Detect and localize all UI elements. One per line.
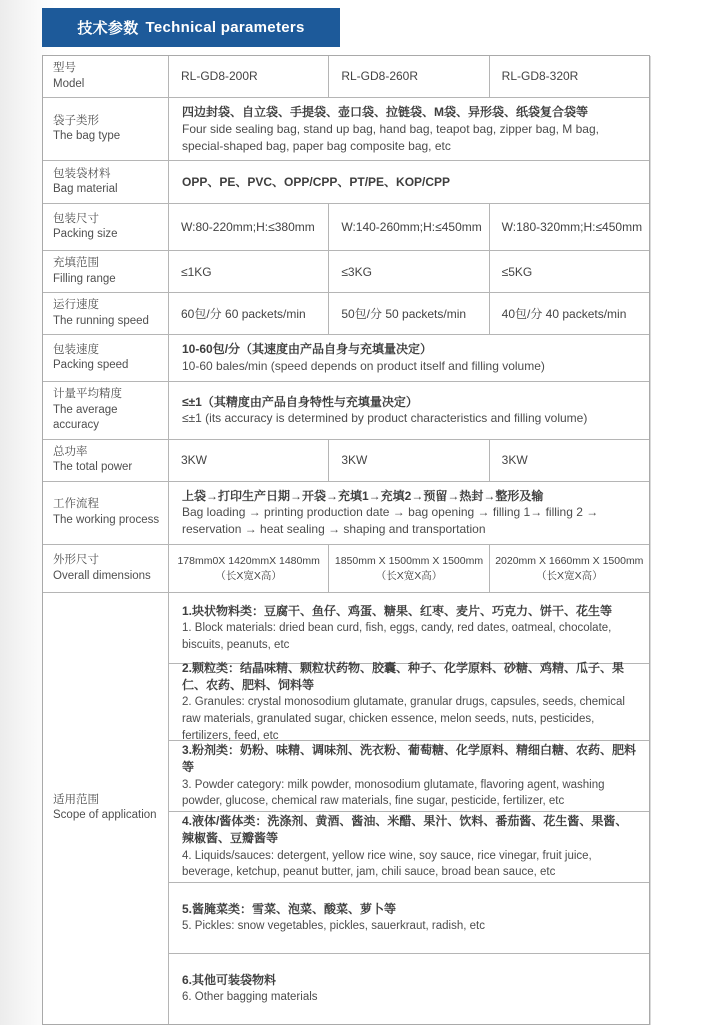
bag-type-value: [169, 98, 649, 160]
label-zh: 包装袋材料: [53, 167, 111, 180]
row-model-label: [43, 56, 169, 97]
row-bag-type: [43, 98, 649, 161]
label-en: Packing size: [53, 228, 118, 241]
row-packing-size-label: [43, 204, 169, 250]
row-running-speed: [43, 293, 649, 335]
row-packing-size: [43, 204, 649, 251]
packing-size-value-3: W:180-320mm;H:≤450mm: [501, 220, 643, 235]
dimension-size: 1850mm X 1500mm X 1500mm: [334, 555, 484, 568]
scope-5-zh: 5.酱腌菜类：雪菜、泡菜、酸菜、萝卜等: [182, 901, 397, 916]
scope-5-en: 5. Pickles: snow vegetables, pickles, sauerkraut, radish, etc: [182, 920, 485, 933]
scope-sections: [169, 593, 649, 1024]
row-total-power-values: [169, 440, 649, 481]
working-process-zh: 上袋→打印生产日期→开袋→充填1→充填2→预留→热封→整形及输: [182, 488, 544, 503]
label-en: The running speed: [53, 314, 149, 327]
dimension-note: （长X宽X高）: [215, 569, 282, 582]
running-speed-value-2: 50包/分 50 packets/min: [329, 293, 489, 334]
total-power-value-1: 3KW: [169, 440, 329, 481]
row-overall-dimensions-values: [169, 545, 649, 592]
technical-parameters-table: [42, 55, 650, 1025]
running-speed-value-3: 40包/分 40 packets/min: [501, 306, 627, 321]
label-zh: 充填范围: [53, 257, 99, 270]
scope-2-en: 2. Granules: crystal monosodium glutamate, granular drugs, capsules, seeds, chemical raw materials, granulated sugar, chicken essence, melon seeds, nuts, pesticides, fertilizers, feed, etc: [182, 696, 625, 742]
label-en: Bag material: [53, 183, 118, 196]
scope-6-zh: 6.其他可装袋物料: [182, 972, 277, 987]
tech-params-header: [42, 8, 340, 47]
scope-section-3: [169, 741, 649, 812]
label-zh: 总功率: [53, 445, 88, 458]
scope-section-5: [169, 883, 649, 954]
dimensions-value-2: [329, 545, 489, 592]
label-zh: 外形尺寸: [53, 554, 99, 567]
row-packing-speed: [43, 335, 649, 382]
accuracy-en: ≤±1 (its accuracy is determined by product characteristics and filling volume): [182, 411, 588, 426]
dimension-note: （长X宽X高）: [536, 569, 603, 582]
row-scope-of-application: [43, 593, 649, 1024]
filling-range-value-3: ≤5KG: [501, 264, 533, 279]
row-scope-label: [43, 593, 169, 1024]
label-en: The bag type: [53, 130, 121, 143]
average-accuracy-value: [169, 382, 649, 439]
row-bag-material: [43, 161, 649, 204]
packing-size-value-1: W:80-220mm;H:≤380mm: [169, 204, 329, 250]
label-zh: 型号: [53, 62, 76, 74]
scope-2-zh: 2.颗粒类：结晶味精、颗粒状药物、胶囊、种子、化学原料、砂糖、鸡精、瓜子、果仁、农药、肥料、饲料等: [182, 660, 625, 692]
row-overall-dimensions-label: [43, 545, 169, 592]
total-power-value-3: 3KW: [501, 453, 528, 468]
row-working-process: [43, 482, 649, 545]
model-value-3: RL-GD8-320R: [501, 69, 579, 84]
bag-material-text: OPP、PE、PVC、OPP/CPP、PT/PE、KOP/CPP: [182, 175, 451, 190]
row-overall-dimensions: [43, 545, 649, 593]
packing-speed-zh: 10-60包/分（其速度由产品自身与充填量决定）: [182, 342, 433, 357]
label-zh: 袋子类形: [53, 114, 99, 127]
working-process-value: [169, 482, 649, 544]
row-filling-range-label: [43, 251, 169, 292]
row-bag-material-label: [43, 161, 169, 203]
label-zh: 适用范围: [53, 793, 99, 806]
dimension-size: 178mm0X 1420mmX 1480mm: [177, 555, 320, 568]
row-total-power-label: [43, 440, 169, 481]
scope-1-en: 1. Block materials: dried bean curd, fish, eggs, candy, red dates, oatmeal, chocolate, biscuits, peanuts, etc: [182, 622, 612, 651]
row-model: [43, 56, 649, 98]
running-speed-value-1: 60包/分 60 packets/min: [169, 293, 329, 334]
scope-4-zh: 4.液体/酱体类：洗涤剂、黄酒、酱油、米醋、果汁、饮料、番茄酱、花生酱、果酱、辣椒酱、豆瓣酱等: [182, 813, 628, 846]
packing-size-value-2: W:140-260mm;H:≤450mm: [329, 204, 489, 250]
label-zh: 包装尺寸: [53, 212, 99, 225]
row-running-speed-label: [43, 293, 169, 334]
packing-speed-en: 10-60 bales/min (speed depends on product itself and filling volume): [182, 359, 545, 374]
dimensions-value-3: [490, 545, 649, 592]
dimension-size: 2020mm X 1660mm X 1500mm: [495, 555, 644, 568]
scope-4-en: 4. Liquids/sauces: detergent, yellow rice wine, soy sauce, rice vinegar, fruit juice, beverage, ketchup, peanut butter, jam, chili sauce, broad bean sauce, etc: [182, 849, 592, 879]
dimension-note: （长X宽X高）: [375, 569, 443, 582]
label-en: The working process: [53, 513, 160, 526]
accuracy-zh: ≤±1（其精度由产品自身特性与充填量决定）: [182, 394, 418, 409]
scope-section-4: [169, 812, 649, 883]
scope-1-zh: 1.块状物料类：豆腐干、鱼仔、鸡蛋、糖果、红枣、麦片、巧克力、饼干、花生等: [182, 603, 613, 618]
label-en: Filling range: [53, 272, 116, 285]
label-en: The total power: [53, 461, 133, 474]
label-en: The average accuracy: [53, 403, 118, 432]
row-running-speed-values: [169, 293, 649, 334]
label-en: Model: [53, 77, 85, 90]
scope-3-en: 3. Powder category: milk powder, monosodium glutamate, flavoring agent, washing powder, glucose, chemical raw materials, fine sugar, pesticide, fertilizer, etc: [182, 778, 605, 808]
row-filling-range: [43, 251, 649, 293]
bag-material-value: [169, 161, 649, 203]
row-packing-size-values: [169, 204, 649, 250]
label-zh: 运行速度: [53, 299, 99, 312]
label-en: Packing speed: [53, 359, 129, 372]
model-value-1: RL-GD8-200R: [169, 56, 329, 97]
scope-3-zh: 3.粉剂类：奶粉、味精、调味剂、洗衣粉、葡萄糖、化学原料、精细白糖、农药、肥料等: [182, 742, 637, 775]
filling-range-value-2: ≤3KG: [329, 251, 489, 292]
row-model-values: [169, 56, 649, 97]
dimensions-value-1: [169, 545, 329, 592]
working-process-en: Bag loading → printing production date → bag opening → filling 1→ filling 2 → reservation → heat sealing → shaping and transportation: [182, 505, 599, 537]
scope-section-2: [169, 660, 649, 742]
label-en: Scope of application: [53, 809, 157, 822]
header-title-en: Technical parameters: [145, 19, 305, 36]
bag-type-zh: 四边封袋、自立袋、手提袋、壶口袋、拉链袋、M袋、异形袋、纸袋复合袋等: [182, 105, 588, 120]
scope-section-1: [169, 593, 649, 664]
row-bag-type-label: [43, 98, 169, 160]
header-title-zh: 技术参数: [77, 20, 139, 37]
row-total-power: [43, 440, 649, 482]
scope-6-en: 6. Other bagging materials: [182, 991, 318, 1004]
label-en: Overall dimensions: [53, 569, 151, 582]
row-average-accuracy: [43, 382, 649, 440]
row-filling-range-values: [169, 251, 649, 292]
total-power-value-2: 3KW: [329, 440, 489, 481]
filling-range-value-1: ≤1KG: [169, 251, 329, 292]
label-zh: 计量平均精度: [53, 388, 122, 401]
scope-section-6: [169, 954, 649, 1024]
model-value-2: RL-GD8-260R: [329, 56, 489, 97]
row-working-process-label: [43, 482, 169, 544]
label-zh: 工作流程: [53, 498, 99, 511]
label-zh: 包装速度: [53, 343, 99, 356]
packing-speed-value: [169, 335, 649, 381]
row-average-accuracy-label: [43, 382, 169, 439]
row-packing-speed-label: [43, 335, 169, 381]
bag-type-en: Four side sealing bag, stand up bag, hand bag, teapot bag, zipper bag, M bag, special-shaped bag, paper bag composite bag, etc: [182, 121, 599, 153]
